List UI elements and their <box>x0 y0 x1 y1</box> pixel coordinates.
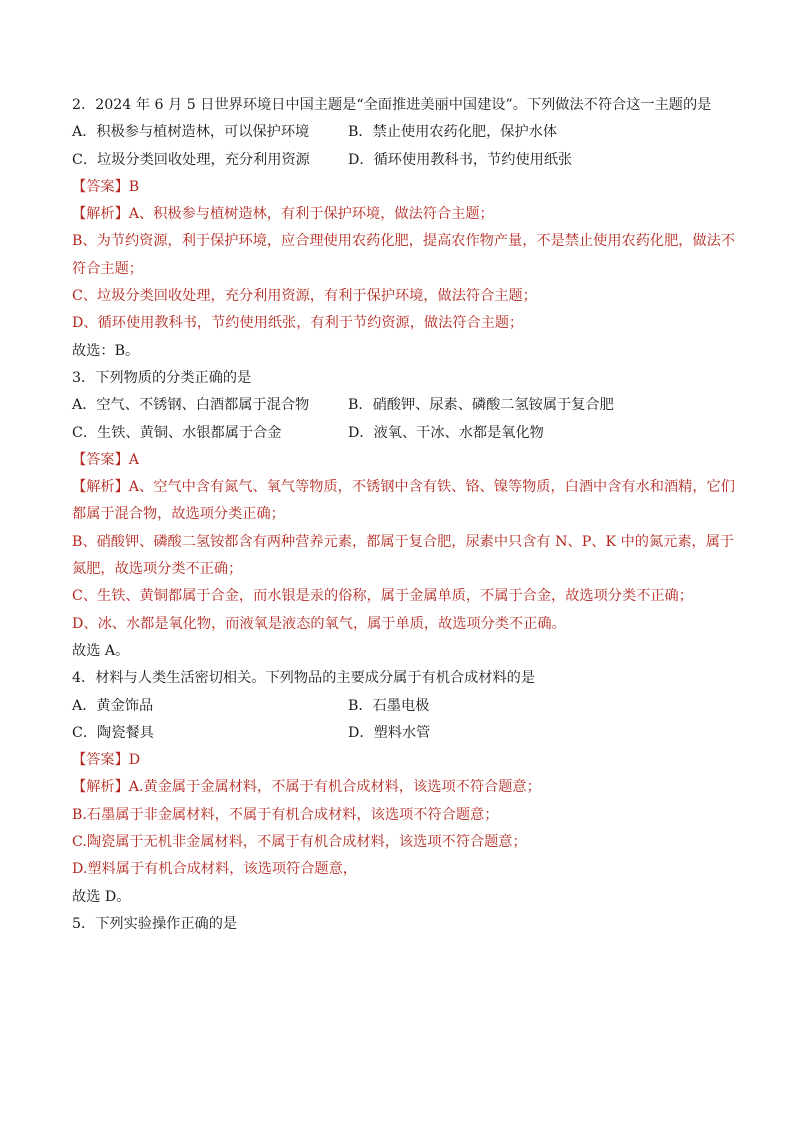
question-2 <box>72 92 736 365</box>
option-b: B．禁止使用农药化肥，保护水体 <box>348 124 558 141</box>
option-b: B．硝酸钾、尿素、磷酸二氢铵属于复合肥 <box>348 397 614 414</box>
analysis-line: 氮肥，故选项分类不正确； <box>72 561 243 578</box>
option-d: D．塑料水管 <box>348 724 431 741</box>
analysis-line: B、为节约资源，利于保护环境，应合理使用农药化肥，提高农作物产量，不是禁止使用农药化肥，做法不 <box>72 233 736 250</box>
answer-value: B <box>128 178 140 195</box>
option-a: A．空气、不锈钢、白酒都属于混合物 <box>72 397 310 414</box>
analysis-line <box>72 201 732 228</box>
analysis-label: 【解析】 <box>72 479 129 496</box>
conclusion-line: 故选：B。 <box>72 342 140 359</box>
options-row <box>72 392 732 419</box>
conclusion-line: 故选 D。 <box>72 888 131 905</box>
analysis-line: D.塑料属于有机合成材料，该选项符合题意， <box>72 861 357 878</box>
option-c: C．生铁、黄铜、水银都属于合金 <box>72 424 282 441</box>
analysis-line: 都属于混合物，故选项分类正确； <box>72 506 285 523</box>
document-page <box>72 92 736 938</box>
answer-line <box>72 174 732 201</box>
analysis-line <box>72 474 735 501</box>
answer-value: D <box>128 752 141 769</box>
analysis-text: A、空气中含有氮气、氧气等物质，不锈钢中含有铁、铬、镍等物质，白酒中含有水和酒精，它们 <box>128 479 735 496</box>
option-a: A．积极参与植树造林，可以保护环境 <box>72 124 310 141</box>
analysis-line <box>72 774 732 801</box>
options-row <box>72 420 732 447</box>
analysis-line: D、冰、水都是氧化物，而液氧是液态的氧气，属于单质，故选项分类不正确。 <box>72 615 566 632</box>
question-stem: 2．2024 年 6 月 5 日世界环境日中国主题是“全面推进美丽中国建设”。下列做法不符合这一主题的是 <box>72 97 712 113</box>
analysis-text: A、积极参与植树造林，有利于保护环境，做法符合主题； <box>128 206 494 223</box>
question-stem: 3．下列物质的分类正确的是 <box>72 369 252 386</box>
analysis-line: C、垃圾分类回收处理，充分利用资源，有利于保护环境，做法符合主题； <box>72 288 537 305</box>
answer-line <box>72 447 732 474</box>
option-d: D．循环使用教科书，节约使用纸张 <box>348 151 573 168</box>
options-row <box>72 119 732 146</box>
answer-label: 【答案】 <box>72 451 129 468</box>
analysis-line: B、硝酸钾、磷酸二氢铵都含有两种营养元素，都属于复合肥，尿素中只含有 N、P、K 中的氮元素，属于 <box>72 533 735 550</box>
analysis-line: C、生铁、黄铜都属于合金，而水银是汞的俗称，属于金属单质，不属于合金，故选项分类不正确； <box>72 588 693 605</box>
answer-value: A <box>128 451 140 468</box>
analysis-line: 符合主题； <box>72 260 143 277</box>
option-a: A．黄金饰品 <box>72 697 154 714</box>
option-b: B．石墨电极 <box>348 697 430 714</box>
answer-label: 【答案】 <box>72 178 129 195</box>
question-5-stem: 5．下列实验操作正确的是 <box>72 915 238 932</box>
options-row <box>72 720 732 747</box>
conclusion-line: 故选 A。 <box>72 642 130 659</box>
option-d: D．液氧、干冰、水都是氧化物 <box>348 424 544 441</box>
options-row <box>72 693 732 720</box>
question-4 <box>72 665 732 911</box>
analysis-line: D、循环使用教科书，节约使用纸张，有利于节约资源，做法符合主题； <box>72 315 524 332</box>
analysis-line: C.陶瓷属于无机非金属材料，不属于有机合成材料，该选项不符合题意； <box>72 834 527 851</box>
answer-label: 【答案】 <box>72 752 129 769</box>
analysis-label: 【解析】 <box>72 779 129 796</box>
analysis-label: 【解析】 <box>72 206 129 223</box>
question-stem: 4．材料与人类生活密切相关。下列物品的主要成分属于有机合成材料的是 <box>72 670 536 687</box>
options-row <box>72 147 732 174</box>
analysis-text: A.黄金属于金属材料，不属于有机合成材料，该选项不符合题意； <box>128 779 541 796</box>
question-3 <box>72 365 735 665</box>
answer-line <box>72 747 732 774</box>
analysis-line: B.石墨属于非金属材料，不属于有机合成材料，该选项不符合题意； <box>72 806 499 823</box>
option-c: C．陶瓷餐具 <box>72 724 154 741</box>
option-c: C．垃圾分类回收处理，充分利用资源 <box>72 151 310 168</box>
